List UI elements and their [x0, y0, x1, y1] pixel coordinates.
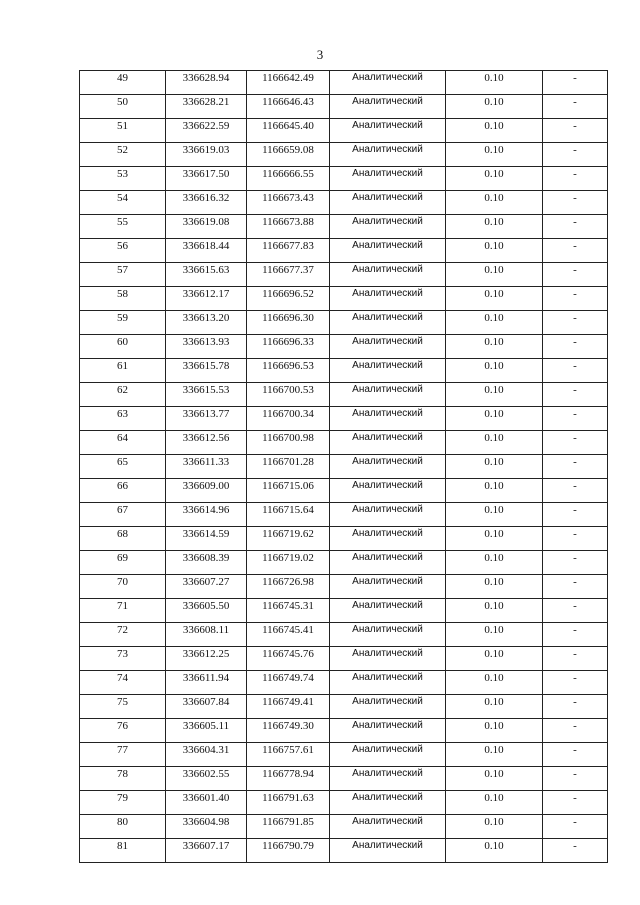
x-coordinate-cell: 336628.94	[166, 71, 247, 95]
note-cell: -	[543, 503, 608, 527]
y-coordinate-cell: 1166719.62	[247, 527, 330, 551]
method-cell: Аналитический	[330, 71, 446, 95]
x-coordinate-cell: 336615.53	[166, 383, 247, 407]
x-coordinate-cell: 336612.25	[166, 647, 247, 671]
note-cell: -	[543, 215, 608, 239]
note-cell: -	[543, 143, 608, 167]
x-coordinate-cell: 336605.11	[166, 719, 247, 743]
point-number-cell: 57	[80, 263, 166, 287]
table-row	[80, 791, 608, 815]
note-cell: -	[543, 95, 608, 119]
method-cell: Аналитический	[330, 719, 446, 743]
note-cell: -	[543, 767, 608, 791]
table-row	[80, 695, 608, 719]
y-coordinate-cell: 1166696.33	[247, 335, 330, 359]
method-cell: Аналитический	[330, 239, 446, 263]
method-cell: Аналитический	[330, 791, 446, 815]
y-coordinate-cell: 1166719.02	[247, 551, 330, 575]
x-coordinate-cell: 336615.63	[166, 263, 247, 287]
table-row	[80, 311, 608, 335]
point-number-cell: 72	[80, 623, 166, 647]
note-cell: -	[543, 527, 608, 551]
page-number: 3	[316, 47, 324, 62]
x-coordinate-cell: 336608.39	[166, 551, 247, 575]
y-coordinate-cell: 1166745.41	[247, 623, 330, 647]
point-number-cell: 50	[80, 95, 166, 119]
point-number-cell: 56	[80, 239, 166, 263]
note-cell: -	[543, 695, 608, 719]
x-coordinate-cell: 336601.40	[166, 791, 247, 815]
accuracy-cell: 0.10	[446, 95, 543, 119]
x-coordinate-cell: 336615.78	[166, 359, 247, 383]
note-cell: -	[543, 71, 608, 95]
x-coordinate-cell: 336622.59	[166, 119, 247, 143]
point-number-cell: 54	[80, 191, 166, 215]
y-coordinate-cell: 1166700.98	[247, 431, 330, 455]
coordinates-table	[79, 70, 608, 863]
point-number-cell: 76	[80, 719, 166, 743]
table-row	[80, 599, 608, 623]
table-row	[80, 359, 608, 383]
accuracy-cell: 0.10	[446, 839, 543, 863]
table-row	[80, 95, 608, 119]
method-cell: Аналитический	[330, 215, 446, 239]
note-cell: -	[543, 287, 608, 311]
note-cell: -	[543, 191, 608, 215]
point-number-cell: 62	[80, 383, 166, 407]
y-coordinate-cell: 1166700.34	[247, 407, 330, 431]
accuracy-cell: 0.10	[446, 431, 543, 455]
note-cell: -	[543, 263, 608, 287]
method-cell: Аналитический	[330, 167, 446, 191]
point-number-cell: 81	[80, 839, 166, 863]
method-cell: Аналитический	[330, 143, 446, 167]
point-number-cell: 65	[80, 455, 166, 479]
y-coordinate-cell: 1166645.40	[247, 119, 330, 143]
accuracy-cell: 0.10	[446, 575, 543, 599]
point-number-cell: 53	[80, 167, 166, 191]
note-cell: -	[543, 671, 608, 695]
table-row	[80, 287, 608, 311]
note-cell: -	[543, 719, 608, 743]
accuracy-cell: 0.10	[446, 191, 543, 215]
point-number-cell: 51	[80, 119, 166, 143]
point-number-cell: 59	[80, 311, 166, 335]
accuracy-cell: 0.10	[446, 815, 543, 839]
accuracy-cell: 0.10	[446, 623, 543, 647]
y-coordinate-cell: 1166677.37	[247, 263, 330, 287]
accuracy-cell: 0.10	[446, 311, 543, 335]
point-number-cell: 77	[80, 743, 166, 767]
x-coordinate-cell: 336605.50	[166, 599, 247, 623]
x-coordinate-cell: 336607.27	[166, 575, 247, 599]
accuracy-cell: 0.10	[446, 479, 543, 503]
y-coordinate-cell: 1166749.74	[247, 671, 330, 695]
point-number-cell: 73	[80, 647, 166, 671]
accuracy-cell: 0.10	[446, 263, 543, 287]
method-cell: Аналитический	[330, 551, 446, 575]
method-cell: Аналитический	[330, 407, 446, 431]
x-coordinate-cell: 336612.56	[166, 431, 247, 455]
accuracy-cell: 0.10	[446, 287, 543, 311]
y-coordinate-cell: 1166673.88	[247, 215, 330, 239]
point-number-cell: 63	[80, 407, 166, 431]
note-cell: -	[543, 359, 608, 383]
point-number-cell: 55	[80, 215, 166, 239]
accuracy-cell: 0.10	[446, 239, 543, 263]
table-row	[80, 167, 608, 191]
note-cell: -	[543, 839, 608, 863]
method-cell: Аналитический	[330, 119, 446, 143]
table-row	[80, 455, 608, 479]
y-coordinate-cell: 1166673.43	[247, 191, 330, 215]
point-number-cell: 79	[80, 791, 166, 815]
accuracy-cell: 0.10	[446, 335, 543, 359]
y-coordinate-cell: 1166745.31	[247, 599, 330, 623]
accuracy-cell: 0.10	[446, 599, 543, 623]
x-coordinate-cell: 336613.20	[166, 311, 247, 335]
note-cell: -	[543, 119, 608, 143]
accuracy-cell: 0.10	[446, 167, 543, 191]
method-cell: Аналитический	[330, 527, 446, 551]
x-coordinate-cell: 336616.32	[166, 191, 247, 215]
method-cell: Аналитический	[330, 599, 446, 623]
accuracy-cell: 0.10	[446, 503, 543, 527]
point-number-cell: 69	[80, 551, 166, 575]
accuracy-cell: 0.10	[446, 215, 543, 239]
table-row	[80, 119, 608, 143]
note-cell: -	[543, 623, 608, 647]
y-coordinate-cell: 1166659.08	[247, 143, 330, 167]
method-cell: Аналитический	[330, 359, 446, 383]
point-number-cell: 75	[80, 695, 166, 719]
note-cell: -	[543, 743, 608, 767]
note-cell: -	[543, 647, 608, 671]
table-row	[80, 671, 608, 695]
table-row	[80, 263, 608, 287]
y-coordinate-cell: 1166790.79	[247, 839, 330, 863]
x-coordinate-cell: 336602.55	[166, 767, 247, 791]
point-number-cell: 78	[80, 767, 166, 791]
note-cell: -	[543, 791, 608, 815]
y-coordinate-cell: 1166715.64	[247, 503, 330, 527]
point-number-cell: 68	[80, 527, 166, 551]
table-row	[80, 815, 608, 839]
x-coordinate-cell: 336609.00	[166, 479, 247, 503]
point-number-cell: 49	[80, 71, 166, 95]
table-row	[80, 239, 608, 263]
x-coordinate-cell: 336614.96	[166, 503, 247, 527]
x-coordinate-cell: 336628.21	[166, 95, 247, 119]
y-coordinate-cell: 1166701.28	[247, 455, 330, 479]
x-coordinate-cell: 336612.17	[166, 287, 247, 311]
note-cell: -	[543, 599, 608, 623]
y-coordinate-cell: 1166749.30	[247, 719, 330, 743]
table-row	[80, 479, 608, 503]
accuracy-cell: 0.10	[446, 359, 543, 383]
point-number-cell: 74	[80, 671, 166, 695]
point-number-cell: 60	[80, 335, 166, 359]
point-number-cell: 58	[80, 287, 166, 311]
note-cell: -	[543, 239, 608, 263]
method-cell: Аналитический	[330, 575, 446, 599]
y-coordinate-cell: 1166791.63	[247, 791, 330, 815]
note-cell: -	[543, 815, 608, 839]
accuracy-cell: 0.10	[446, 719, 543, 743]
method-cell: Аналитический	[330, 743, 446, 767]
accuracy-cell: 0.10	[446, 383, 543, 407]
y-coordinate-cell: 1166791.85	[247, 815, 330, 839]
method-cell: Аналитический	[330, 479, 446, 503]
note-cell: -	[543, 551, 608, 575]
y-coordinate-cell: 1166700.53	[247, 383, 330, 407]
point-number-cell: 70	[80, 575, 166, 599]
method-cell: Аналитический	[330, 311, 446, 335]
point-number-cell: 66	[80, 479, 166, 503]
accuracy-cell: 0.10	[446, 551, 543, 575]
y-coordinate-cell: 1166666.55	[247, 167, 330, 191]
accuracy-cell: 0.10	[446, 119, 543, 143]
method-cell: Аналитический	[330, 503, 446, 527]
note-cell: -	[543, 479, 608, 503]
x-coordinate-cell: 336604.31	[166, 743, 247, 767]
method-cell: Аналитический	[330, 767, 446, 791]
method-cell: Аналитический	[330, 839, 446, 863]
x-coordinate-cell: 336614.59	[166, 527, 247, 551]
accuracy-cell: 0.10	[446, 527, 543, 551]
method-cell: Аналитический	[330, 191, 446, 215]
y-coordinate-cell: 1166646.43	[247, 95, 330, 119]
point-number-cell: 52	[80, 143, 166, 167]
method-cell: Аналитический	[330, 335, 446, 359]
table-row	[80, 551, 608, 575]
coordinates-table-body	[80, 71, 608, 863]
table-row	[80, 191, 608, 215]
y-coordinate-cell: 1166696.30	[247, 311, 330, 335]
y-coordinate-cell: 1166696.52	[247, 287, 330, 311]
x-coordinate-cell: 336611.94	[166, 671, 247, 695]
table-row	[80, 767, 608, 791]
table-row	[80, 71, 608, 95]
y-coordinate-cell: 1166677.83	[247, 239, 330, 263]
table-row	[80, 431, 608, 455]
table-row	[80, 335, 608, 359]
accuracy-cell: 0.10	[446, 695, 543, 719]
point-number-cell: 64	[80, 431, 166, 455]
y-coordinate-cell: 1166778.94	[247, 767, 330, 791]
accuracy-cell: 0.10	[446, 767, 543, 791]
note-cell: -	[543, 575, 608, 599]
method-cell: Аналитический	[330, 815, 446, 839]
method-cell: Аналитический	[330, 431, 446, 455]
table-row	[80, 215, 608, 239]
method-cell: Аналитический	[330, 695, 446, 719]
y-coordinate-cell: 1166726.98	[247, 575, 330, 599]
accuracy-cell: 0.10	[446, 407, 543, 431]
table-row	[80, 719, 608, 743]
point-number-cell: 80	[80, 815, 166, 839]
y-coordinate-cell: 1166642.49	[247, 71, 330, 95]
x-coordinate-cell: 336607.84	[166, 695, 247, 719]
method-cell: Аналитический	[330, 455, 446, 479]
accuracy-cell: 0.10	[446, 71, 543, 95]
table-row	[80, 647, 608, 671]
x-coordinate-cell: 336608.11	[166, 623, 247, 647]
x-coordinate-cell: 336604.98	[166, 815, 247, 839]
table-row	[80, 575, 608, 599]
y-coordinate-cell: 1166749.41	[247, 695, 330, 719]
y-coordinate-cell: 1166745.76	[247, 647, 330, 671]
table-row	[80, 503, 608, 527]
x-coordinate-cell: 336617.50	[166, 167, 247, 191]
y-coordinate-cell: 1166757.61	[247, 743, 330, 767]
note-cell: -	[543, 311, 608, 335]
table-row	[80, 527, 608, 551]
point-number-cell: 67	[80, 503, 166, 527]
table-row	[80, 743, 608, 767]
table-row	[80, 623, 608, 647]
accuracy-cell: 0.10	[446, 455, 543, 479]
x-coordinate-cell: 336607.17	[166, 839, 247, 863]
method-cell: Аналитический	[330, 263, 446, 287]
point-number-cell: 61	[80, 359, 166, 383]
method-cell: Аналитический	[330, 95, 446, 119]
accuracy-cell: 0.10	[446, 743, 543, 767]
y-coordinate-cell: 1166715.06	[247, 479, 330, 503]
x-coordinate-cell: 336619.03	[166, 143, 247, 167]
note-cell: -	[543, 335, 608, 359]
accuracy-cell: 0.10	[446, 791, 543, 815]
y-coordinate-cell: 1166696.53	[247, 359, 330, 383]
table-row	[80, 407, 608, 431]
x-coordinate-cell: 336618.44	[166, 239, 247, 263]
accuracy-cell: 0.10	[446, 143, 543, 167]
note-cell: -	[543, 167, 608, 191]
method-cell: Аналитический	[330, 383, 446, 407]
note-cell: -	[543, 407, 608, 431]
table-row	[80, 143, 608, 167]
method-cell: Аналитический	[330, 623, 446, 647]
x-coordinate-cell: 336613.93	[166, 335, 247, 359]
x-coordinate-cell: 336619.08	[166, 215, 247, 239]
table-row	[80, 839, 608, 863]
point-number-cell: 71	[80, 599, 166, 623]
method-cell: Аналитический	[330, 647, 446, 671]
method-cell: Аналитический	[330, 287, 446, 311]
note-cell: -	[543, 455, 608, 479]
accuracy-cell: 0.10	[446, 671, 543, 695]
method-cell: Аналитический	[330, 671, 446, 695]
x-coordinate-cell: 336611.33	[166, 455, 247, 479]
x-coordinate-cell: 336613.77	[166, 407, 247, 431]
note-cell: -	[543, 431, 608, 455]
accuracy-cell: 0.10	[446, 647, 543, 671]
table-row	[80, 383, 608, 407]
note-cell: -	[543, 383, 608, 407]
